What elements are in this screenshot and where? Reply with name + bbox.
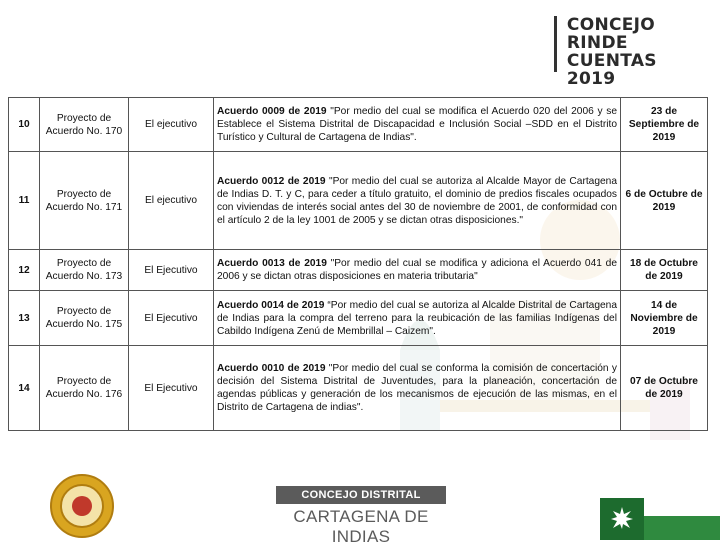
proyecto-cell: Proyecto de Acuerdo No. 173 xyxy=(40,250,129,291)
brand-line-1: CONCEJO xyxy=(566,15,656,35)
ejecutivo-cell: El Ejecutivo xyxy=(129,346,214,431)
table-row xyxy=(9,152,708,250)
fecha-cell: 6 de Octubre de 2019 xyxy=(621,152,708,250)
brand-divider xyxy=(554,16,557,72)
table-row xyxy=(9,346,708,431)
proyecto-cell: Proyecto de Acuerdo No. 170 xyxy=(40,98,129,152)
descripcion-text: "Por medio del cual se autoriza al Alcalde Mayor de Cartagena de Indias D. T. y C, para ceder a título gratuito, el dominio de predios fiscales ocupados con viviendas de interés social antes del 30 de noviembre de 2001, de conformidad con el artículo 2 de la ley 1001 de 2005 y se dictan otras disposiciones." xyxy=(217,175,617,226)
seal-emblem xyxy=(72,496,92,516)
descripcion-cell xyxy=(214,291,621,346)
descripcion-text: "Por medio del cual se modifica el Acuerdo 020 del 2006 y se Establece el Sistema Distrital de Discapacidad e Inclusión Social –SDD en el Distrito Turístico y Cultural de Cartagena de Indias". xyxy=(217,106,617,143)
city-seal-icon xyxy=(50,474,114,538)
brand-text xyxy=(566,15,720,89)
corner-green-block xyxy=(600,498,644,540)
table-row xyxy=(9,250,708,291)
descripcion-text: "Por medio del cual se conforma la comisión de concertación y decisión del Sistema Distrital de Juventudes, para la planeación, concertación de agendas públicas y generación de los mecanismos de ejecución de las mismas, en el Distrito de Cartagena de indias". xyxy=(217,363,617,413)
acuerdo-ref: Acuerdo 0013 de 2019 xyxy=(217,258,327,269)
concejo-distrital-logo xyxy=(276,486,446,547)
ejecutivo-cell: El ejecutivo xyxy=(129,98,214,152)
seal-inner-ring xyxy=(60,484,104,528)
descripcion-cell xyxy=(214,250,621,291)
corner-green-strip xyxy=(644,516,720,540)
table-row xyxy=(9,291,708,346)
descripcion-text: "Por medio del cual se modifica y adiciona el Acuerdo 041 de 2006 y se dictan otras disposiciones en materia tributaria" xyxy=(217,258,618,282)
acuerdo-ref: Acuerdo 0009 de 2019 xyxy=(217,106,327,117)
row-number: 14 xyxy=(9,346,40,431)
acuerdo-ref: Acuerdo 0012 de 2019 xyxy=(217,175,326,187)
row-number: 12 xyxy=(9,250,40,291)
row-number: 11 xyxy=(9,152,40,250)
brand-line-2: RINDE CUENTAS xyxy=(566,33,657,71)
fecha-cell: 14 de Noviembre de 2019 xyxy=(621,291,708,346)
fecha-cell: 07 de Octubre de 2019 xyxy=(621,346,708,431)
acuerdos-table xyxy=(8,97,708,431)
descripcion-text: “Por medio del cual se autoriza al Alcalde Distrital de Cartagena de Indias para la compra del terreno para la reubicación de las familias Indígenas del Cabildo Indígena Zenú de Membrillal – Caizem". xyxy=(217,299,617,337)
acuerdo-ref: Acuerdo 0014 de 2019 xyxy=(217,299,325,311)
row-number: 13 xyxy=(9,291,40,346)
descripcion-cell xyxy=(214,152,621,250)
ejecutivo-cell: El ejecutivo xyxy=(129,152,214,250)
descripcion-cell xyxy=(214,346,621,431)
ejecutivo-cell: El Ejecutivo xyxy=(129,250,214,291)
fecha-cell: 23 de Septiembre de 2019 xyxy=(621,98,708,152)
acuerdo-ref: Acuerdo 0010 de 2019 xyxy=(217,363,326,374)
proyecto-cell: Proyecto de Acuerdo No. 175 xyxy=(40,291,129,346)
concejo-logo-title: CONCEJO DISTRITAL xyxy=(276,486,446,504)
fecha-cell: 18 de Octubre de 2019 xyxy=(621,250,708,291)
brand-logo xyxy=(554,15,720,89)
concejo-logo-subtitle: CARTAGENA DE INDIAS xyxy=(293,507,429,546)
star-icon xyxy=(610,506,634,530)
proyecto-cell: Proyecto de Acuerdo No. 171 xyxy=(40,152,129,250)
proyecto-cell: Proyecto de Acuerdo No. 176 xyxy=(40,346,129,431)
ejecutivo-cell: El Ejecutivo xyxy=(129,291,214,346)
row-number: 10 xyxy=(9,98,40,152)
brand-line-3: 2019 xyxy=(566,69,616,89)
table-row xyxy=(9,98,708,152)
descripcion-cell xyxy=(214,98,621,152)
